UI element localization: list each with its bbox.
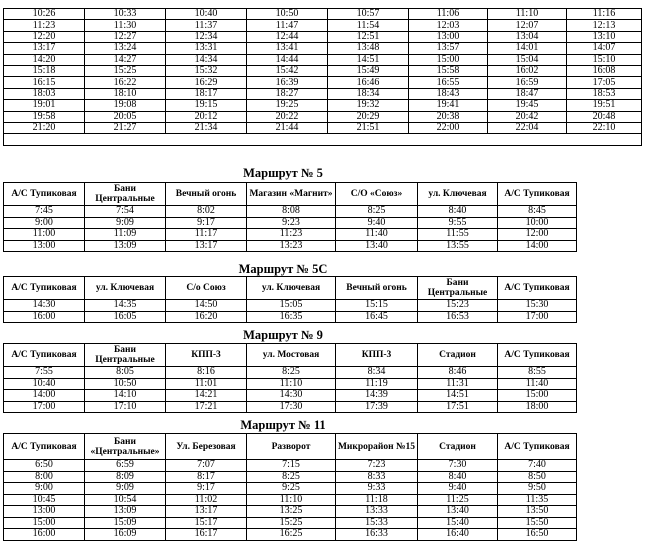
header-row bbox=[4, 183, 577, 206]
time-cell: 9:33 bbox=[336, 483, 418, 495]
stop-header: Вечный огонь bbox=[166, 183, 247, 206]
time-cell: 13:09 bbox=[85, 240, 166, 252]
time-cell: 16:20 bbox=[166, 311, 247, 323]
time-cell: 11:54 bbox=[328, 20, 409, 31]
time-cell: 12:44 bbox=[247, 31, 328, 42]
time-cell: 8:50 bbox=[498, 471, 577, 483]
time-cell: 11:30 bbox=[85, 20, 166, 31]
time-cell: 12:00 bbox=[498, 229, 577, 241]
time-cell: 21:51 bbox=[328, 122, 409, 133]
time-cell: 15:15 bbox=[336, 300, 418, 312]
time-cell: 10:45 bbox=[4, 494, 85, 506]
stop-header: КПП-3 bbox=[166, 344, 247, 367]
time-cell: 11:10 bbox=[247, 378, 336, 390]
time-cell: 13:33 bbox=[336, 506, 418, 518]
time-cell: 14:07 bbox=[567, 43, 642, 54]
time-cell: 18:17 bbox=[166, 88, 247, 99]
time-cell: 11:55 bbox=[418, 229, 498, 241]
time-cell: 9:17 bbox=[166, 217, 247, 229]
table-row bbox=[4, 88, 642, 99]
stop-header: Стадион bbox=[418, 434, 498, 460]
table-row bbox=[4, 20, 642, 31]
table-row bbox=[4, 390, 577, 402]
time-cell: 15:00 bbox=[4, 517, 85, 529]
stop-header: ул. Ключевая bbox=[418, 183, 498, 206]
time-cell: 10:40 bbox=[166, 9, 247, 20]
time-cell: 12:13 bbox=[567, 20, 642, 31]
time-cell: 11:00 bbox=[4, 229, 85, 241]
time-cell: 15:25 bbox=[85, 65, 166, 76]
time-cell: 13:23 bbox=[247, 240, 336, 252]
time-cell: 15:40 bbox=[418, 517, 498, 529]
time-cell: 19:15 bbox=[166, 100, 247, 111]
stop-header: А/С Тупиковая bbox=[4, 277, 85, 300]
time-cell: 16:17 bbox=[166, 529, 247, 541]
time-cell: 7:45 bbox=[4, 206, 85, 218]
route-title: Маршрут № 5 bbox=[243, 166, 323, 180]
time-cell: 15:32 bbox=[166, 65, 247, 76]
time-cell: 16:29 bbox=[166, 77, 247, 88]
time-cell: 17:05 bbox=[567, 77, 642, 88]
time-cell: 15:30 bbox=[498, 300, 577, 312]
time-cell: 9:40 bbox=[418, 483, 498, 495]
stop-header: А/С Тупиковая bbox=[4, 183, 85, 206]
stop-header: С/о Союз bbox=[166, 277, 247, 300]
time-cell: 13:50 bbox=[498, 506, 577, 518]
time-cell: 6:50 bbox=[4, 460, 85, 472]
table-row bbox=[4, 65, 642, 76]
table-row bbox=[4, 378, 577, 390]
time-cell: 18:00 bbox=[498, 401, 577, 413]
time-cell: 11:18 bbox=[336, 494, 418, 506]
table-row bbox=[4, 506, 577, 518]
stop-header: Стадион bbox=[418, 344, 498, 367]
time-cell: 14:00 bbox=[4, 390, 85, 402]
time-cell: 11:01 bbox=[166, 378, 247, 390]
time-cell: 19:45 bbox=[488, 100, 567, 111]
time-cell: 22:04 bbox=[488, 122, 567, 133]
table-row bbox=[4, 494, 577, 506]
time-cell: 13:25 bbox=[247, 506, 336, 518]
time-cell: 15:10 bbox=[567, 54, 642, 65]
time-cell: 20:22 bbox=[247, 111, 328, 122]
time-cell: 17:51 bbox=[418, 401, 498, 413]
time-cell: 15:00 bbox=[498, 390, 577, 402]
time-cell: 11:19 bbox=[336, 378, 418, 390]
time-cell: 10:54 bbox=[85, 494, 166, 506]
time-cell: 14:27 bbox=[85, 54, 166, 65]
time-cell: 17:30 bbox=[247, 401, 336, 413]
stop-header: Разворот bbox=[247, 434, 336, 460]
time-cell: 14:20 bbox=[4, 54, 85, 65]
time-cell: 11:10 bbox=[488, 9, 567, 20]
time-cell: 21:27 bbox=[85, 122, 166, 133]
time-cell: 10:26 bbox=[4, 9, 85, 20]
time-cell: 15:04 bbox=[488, 54, 567, 65]
time-cell: 13:00 bbox=[409, 31, 488, 42]
time-cell: 16:00 bbox=[4, 311, 85, 323]
time-cell: 8:25 bbox=[247, 471, 336, 483]
stop-header: А/С Тупиковая bbox=[498, 277, 577, 300]
time-cell: 11:17 bbox=[166, 229, 247, 241]
time-cell: 13:55 bbox=[418, 240, 498, 252]
time-cell: 17:39 bbox=[336, 401, 418, 413]
stop-header: ул. Ключевая bbox=[85, 277, 166, 300]
time-cell: 7:07 bbox=[166, 460, 247, 472]
table-row bbox=[4, 300, 577, 312]
time-cell: 16:39 bbox=[247, 77, 328, 88]
time-cell: 12:03 bbox=[409, 20, 488, 31]
time-cell: 11:06 bbox=[409, 9, 488, 20]
time-cell: 16:40 bbox=[418, 529, 498, 541]
time-cell: 14:01 bbox=[488, 43, 567, 54]
time-cell: 19:41 bbox=[409, 100, 488, 111]
time-cell: 11:23 bbox=[247, 229, 336, 241]
time-cell: 14:00 bbox=[498, 240, 577, 252]
time-cell: 13:40 bbox=[418, 506, 498, 518]
time-cell: 16:15 bbox=[4, 77, 85, 88]
time-cell: 12:07 bbox=[488, 20, 567, 31]
time-cell: 16:25 bbox=[247, 529, 336, 541]
time-cell: 19:58 bbox=[4, 111, 85, 122]
time-cell: 15:42 bbox=[247, 65, 328, 76]
time-cell: 7:55 bbox=[4, 367, 85, 379]
time-cell: 8:40 bbox=[418, 206, 498, 218]
header-row bbox=[4, 344, 577, 367]
time-cell: 16:00 bbox=[4, 529, 85, 541]
time-cell: 20:48 bbox=[567, 111, 642, 122]
time-cell: 11:31 bbox=[418, 378, 498, 390]
time-cell: 16:53 bbox=[418, 311, 498, 323]
time-cell: 18:47 bbox=[488, 88, 567, 99]
route-title: Маршрут № 5С bbox=[238, 262, 328, 276]
time-cell: 8:09 bbox=[85, 471, 166, 483]
time-cell: 10:00 bbox=[498, 217, 577, 229]
time-cell: 18:43 bbox=[409, 88, 488, 99]
time-cell: 16:55 bbox=[409, 77, 488, 88]
time-cell: 10:50 bbox=[85, 378, 166, 390]
time-cell: 20:42 bbox=[488, 111, 567, 122]
table-row bbox=[4, 217, 577, 229]
time-cell: 11:23 bbox=[4, 20, 85, 31]
time-cell: 19:32 bbox=[328, 100, 409, 111]
table-row bbox=[4, 122, 642, 133]
time-cell: 13:57 bbox=[409, 43, 488, 54]
time-cell: 21:20 bbox=[4, 122, 85, 133]
time-cell: 12:27 bbox=[85, 31, 166, 42]
spacer-cell bbox=[4, 134, 642, 145]
time-cell: 11:09 bbox=[85, 229, 166, 241]
time-cell: 10:57 bbox=[328, 9, 409, 20]
time-cell: 13:17 bbox=[4, 43, 85, 54]
time-cell: 16:46 bbox=[328, 77, 409, 88]
time-cell: 13:48 bbox=[328, 43, 409, 54]
time-cell: 14:34 bbox=[166, 54, 247, 65]
spacer-row bbox=[4, 134, 642, 145]
time-cell: 16:45 bbox=[336, 311, 418, 323]
stop-header: Бани Центральные bbox=[418, 277, 498, 300]
header-row bbox=[4, 434, 577, 460]
time-cell: 11:35 bbox=[498, 494, 577, 506]
time-cell: 8:00 bbox=[4, 471, 85, 483]
stop-header: А/С Тупиковая bbox=[498, 434, 577, 460]
time-cell: 16:05 bbox=[85, 311, 166, 323]
time-cell: 6:59 bbox=[85, 460, 166, 472]
time-cell: 13:09 bbox=[85, 506, 166, 518]
time-cell: 13:31 bbox=[166, 43, 247, 54]
time-cell: 9:50 bbox=[498, 483, 577, 495]
route-schedule-table bbox=[3, 182, 577, 252]
table-row bbox=[4, 471, 577, 483]
time-cell: 11:10 bbox=[247, 494, 336, 506]
time-cell: 17:21 bbox=[166, 401, 247, 413]
time-cell: 16:35 bbox=[247, 311, 336, 323]
time-cell: 15:25 bbox=[247, 517, 336, 529]
time-cell: 7:54 bbox=[85, 206, 166, 218]
time-cell: 15:49 bbox=[328, 65, 409, 76]
stop-header: Вечный огонь bbox=[336, 277, 418, 300]
table-row bbox=[4, 111, 642, 122]
time-cell: 8:45 bbox=[498, 206, 577, 218]
time-cell: 18:27 bbox=[247, 88, 328, 99]
time-cell: 19:25 bbox=[247, 100, 328, 111]
time-cell: 15:17 bbox=[166, 517, 247, 529]
stop-header: Микрорайон №15 bbox=[336, 434, 418, 460]
stop-header: А/С Тупиковая bbox=[498, 344, 577, 367]
time-cell: 13:41 bbox=[247, 43, 328, 54]
time-cell: 19:01 bbox=[4, 100, 85, 111]
table-row bbox=[4, 367, 577, 379]
stop-header: А/С Тупиковая bbox=[4, 344, 85, 367]
stop-header: А/С Тупиковая bbox=[4, 434, 85, 460]
time-cell: 10:40 bbox=[4, 378, 85, 390]
time-cell: 13:40 bbox=[336, 240, 418, 252]
time-cell: 16:08 bbox=[567, 65, 642, 76]
table-row bbox=[4, 401, 577, 413]
time-cell: 10:50 bbox=[247, 9, 328, 20]
table-row bbox=[4, 77, 642, 88]
time-cell: 13:00 bbox=[4, 240, 85, 252]
time-cell: 15:00 bbox=[409, 54, 488, 65]
time-cell: 8:33 bbox=[336, 471, 418, 483]
time-cell: 19:08 bbox=[85, 100, 166, 111]
time-cell: 20:29 bbox=[328, 111, 409, 122]
route-schedule-table bbox=[3, 276, 577, 323]
route-title: Маршрут № 11 bbox=[240, 418, 326, 432]
time-cell: 12:51 bbox=[328, 31, 409, 42]
time-cell: 21:34 bbox=[166, 122, 247, 133]
time-cell: 13:17 bbox=[166, 506, 247, 518]
table-row bbox=[4, 9, 642, 20]
table-row bbox=[4, 206, 577, 218]
time-cell: 18:10 bbox=[85, 88, 166, 99]
time-cell: 9:00 bbox=[4, 483, 85, 495]
time-cell: 17:00 bbox=[498, 311, 577, 323]
time-cell: 8:25 bbox=[247, 367, 336, 379]
time-cell: 14:35 bbox=[85, 300, 166, 312]
time-cell: 10:33 bbox=[85, 9, 166, 20]
time-cell: 17:10 bbox=[85, 401, 166, 413]
time-cell: 7:23 bbox=[336, 460, 418, 472]
time-cell: 14:39 bbox=[336, 390, 418, 402]
header-row bbox=[4, 277, 577, 300]
time-cell: 16:59 bbox=[488, 77, 567, 88]
time-cell: 13:04 bbox=[488, 31, 567, 42]
time-cell: 15:09 bbox=[85, 517, 166, 529]
time-cell: 8:17 bbox=[166, 471, 247, 483]
time-cell: 12:34 bbox=[166, 31, 247, 42]
time-cell: 8:02 bbox=[166, 206, 247, 218]
time-cell: 16:33 bbox=[336, 529, 418, 541]
time-cell: 20:38 bbox=[409, 111, 488, 122]
table-row bbox=[4, 31, 642, 42]
time-cell: 14:44 bbox=[247, 54, 328, 65]
time-cell: 7:30 bbox=[418, 460, 498, 472]
time-cell: 13:00 bbox=[4, 506, 85, 518]
route-schedule-table bbox=[3, 433, 577, 541]
time-cell: 9:55 bbox=[418, 217, 498, 229]
time-cell: 8:25 bbox=[336, 206, 418, 218]
time-cell: 11:16 bbox=[567, 9, 642, 20]
table-row bbox=[4, 54, 642, 65]
time-cell: 9:00 bbox=[4, 217, 85, 229]
table-row bbox=[4, 460, 577, 472]
route-schedule-table bbox=[3, 343, 577, 413]
time-cell: 9:40 bbox=[336, 217, 418, 229]
time-cell: 22:00 bbox=[409, 122, 488, 133]
time-cell: 22:10 bbox=[567, 122, 642, 133]
time-cell: 20:12 bbox=[166, 111, 247, 122]
stop-header: КПП-3 bbox=[336, 344, 418, 367]
time-cell: 18:53 bbox=[567, 88, 642, 99]
time-cell: 14:30 bbox=[247, 390, 336, 402]
time-cell: 9:09 bbox=[85, 217, 166, 229]
time-cell: 14:21 bbox=[166, 390, 247, 402]
time-cell: 9:09 bbox=[85, 483, 166, 495]
time-cell: 17:00 bbox=[4, 401, 85, 413]
time-cell: 8:16 bbox=[166, 367, 247, 379]
time-cell: 13:17 bbox=[166, 240, 247, 252]
time-cell: 14:50 bbox=[166, 300, 247, 312]
time-cell: 14:10 bbox=[85, 390, 166, 402]
time-cell: 8:34 bbox=[336, 367, 418, 379]
stop-header: ул. Ключевая bbox=[247, 277, 336, 300]
stop-header: Бани Центральные bbox=[85, 344, 166, 367]
time-cell: 13:10 bbox=[567, 31, 642, 42]
table-row bbox=[4, 483, 577, 495]
stop-header: Бани «Центральные» bbox=[85, 434, 166, 460]
time-cell: 9:25 bbox=[247, 483, 336, 495]
time-cell: 20:05 bbox=[85, 111, 166, 122]
time-cell: 11:47 bbox=[247, 20, 328, 31]
time-cell: 11:40 bbox=[498, 378, 577, 390]
table-row bbox=[4, 529, 577, 541]
time-cell: 11:37 bbox=[166, 20, 247, 31]
time-cell: 15:23 bbox=[418, 300, 498, 312]
time-cell: 8:05 bbox=[85, 367, 166, 379]
time-cell: 9:17 bbox=[166, 483, 247, 495]
time-cell: 15:05 bbox=[247, 300, 336, 312]
stop-header: С/О «Союз» bbox=[336, 183, 418, 206]
time-cell: 8:46 bbox=[418, 367, 498, 379]
time-cell: 19:51 bbox=[567, 100, 642, 111]
stop-header: Ул. Березовая bbox=[166, 434, 247, 460]
table-row bbox=[4, 311, 577, 323]
stop-header: Бани Центральные bbox=[85, 183, 166, 206]
time-cell: 8:08 bbox=[247, 206, 336, 218]
time-cell: 15:58 bbox=[409, 65, 488, 76]
time-cell: 18:03 bbox=[4, 88, 85, 99]
time-cell: 14:51 bbox=[418, 390, 498, 402]
time-cell: 15:50 bbox=[498, 517, 577, 529]
time-cell: 11:40 bbox=[336, 229, 418, 241]
time-cell: 21:44 bbox=[247, 122, 328, 133]
time-cell: 7:40 bbox=[498, 460, 577, 472]
time-cell: 12:20 bbox=[4, 31, 85, 42]
time-cell: 8:40 bbox=[418, 471, 498, 483]
time-cell: 8:55 bbox=[498, 367, 577, 379]
time-cell: 7:15 bbox=[247, 460, 336, 472]
time-cell: 11:25 bbox=[418, 494, 498, 506]
stop-header: Магазин «Магнит» bbox=[247, 183, 336, 206]
table-row bbox=[4, 517, 577, 529]
time-cell: 15:18 bbox=[4, 65, 85, 76]
time-cell: 11:02 bbox=[166, 494, 247, 506]
time-cell: 15:33 bbox=[336, 517, 418, 529]
time-cell: 14:30 bbox=[4, 300, 85, 312]
table-row bbox=[4, 229, 577, 241]
route-title: Маршрут № 9 bbox=[243, 328, 323, 342]
time-cell: 9:23 bbox=[247, 217, 336, 229]
table-row bbox=[4, 43, 642, 54]
stop-header: А/С Тупиковая bbox=[498, 183, 577, 206]
time-cell: 13:24 bbox=[85, 43, 166, 54]
time-cell: 18:34 bbox=[328, 88, 409, 99]
time-cell: 16:02 bbox=[488, 65, 567, 76]
top-schedule-table bbox=[3, 8, 642, 146]
table-row bbox=[4, 100, 642, 111]
time-cell: 14:51 bbox=[328, 54, 409, 65]
stop-header: ул. Мостовая bbox=[247, 344, 336, 367]
time-cell: 16:22 bbox=[85, 77, 166, 88]
time-cell: 16:09 bbox=[85, 529, 166, 541]
table-row bbox=[4, 240, 577, 252]
time-cell: 16:50 bbox=[498, 529, 577, 541]
